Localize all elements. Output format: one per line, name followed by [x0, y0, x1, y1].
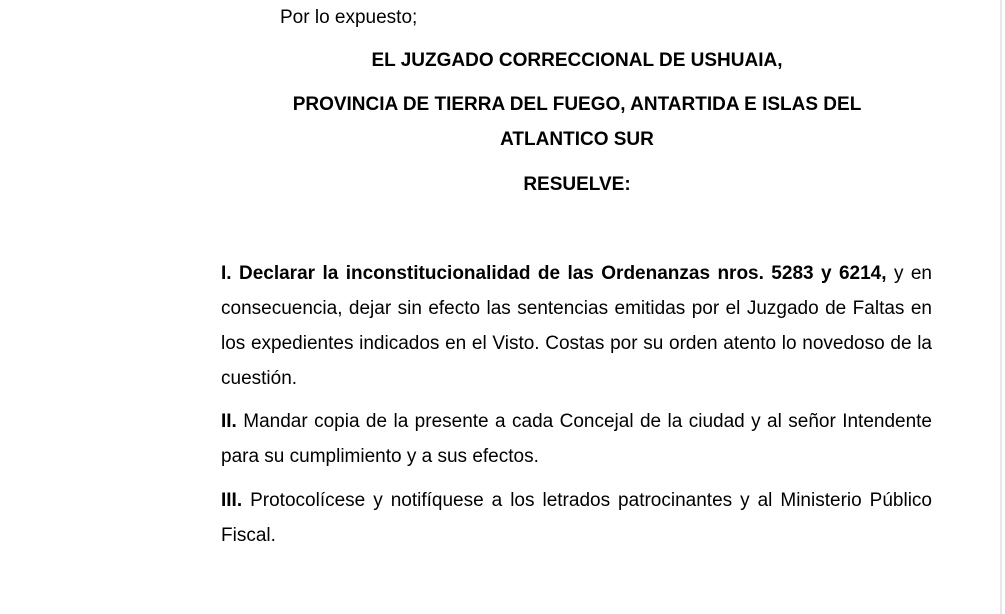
province-heading-line-1: PROVINCIA DE TIERRA DEL FUEGO, ANTARTIDA E ISLAS DEL [292, 94, 862, 115]
resolves-heading: RESUELVE: [523, 174, 631, 195]
resolution-item-2 [221, 404, 932, 474]
resolution-item-3-bold: III. [221, 490, 243, 511]
resolution-item-1 [221, 256, 932, 396]
page-edge-divider [1000, 0, 1002, 614]
resolution-item-1-text: y en consecuencia, dejar sin efecto las sentencias emitidas por el Juzgado de Faltas en los expedientes indicados en el Visto. Costas por su orden atento lo novedoso de la cuestión. [221, 263, 932, 389]
resolution-item-3-text: Protocolícese y notifíquese a los letrados patrocinantes y al Ministerio Público Fiscal. [221, 490, 932, 546]
resolution-item-2-bold: II. [221, 411, 237, 432]
resolution-item-3 [221, 483, 932, 553]
resolution-item-1-bold: I. Declarar la inconstitucionalidad de las Ordenanzas nros. 5283 y 6214, [221, 263, 887, 284]
province-heading-line-2: ATLANTICO SUR [500, 129, 654, 150]
resolution-item-2-text: Mandar copia de la presente a cada Concejal de la ciudad y al señor Intendente para su cumplimiento y a sus efectos. [221, 411, 932, 467]
intro-text: Por lo expuesto; [280, 7, 418, 28]
court-heading: EL JUZGADO CORRECCIONAL DE USHUAIA, [371, 50, 783, 71]
